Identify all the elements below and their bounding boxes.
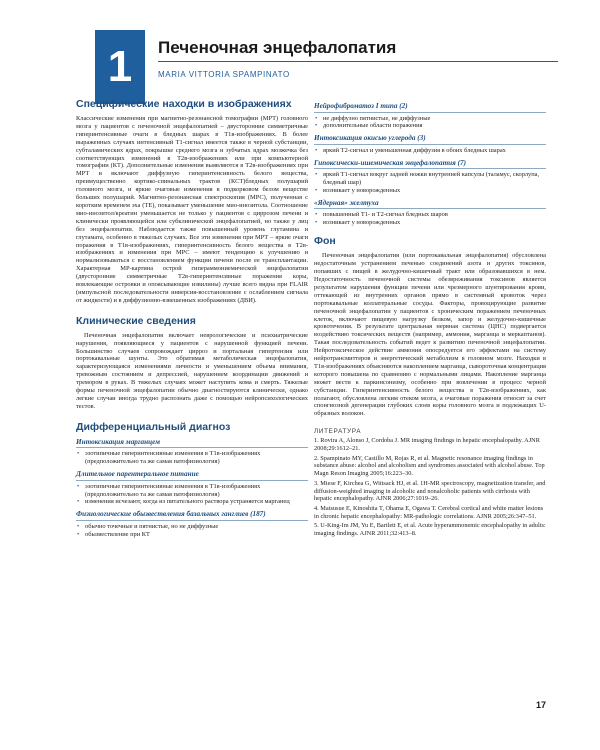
dd-item: • повышенный Т1- и Т2-сигнал бледных шаров bbox=[314, 211, 546, 219]
reference-item: 2. Spampinato MY, Castillo M, Rojas R, et al. Magnetic resonance imaging findings in substance abuse: alcohol and alcoholism and syndromes associated with alcohol abuse. Top Magn Reson Imaging 2005;16:223–30. bbox=[314, 454, 545, 478]
dd-block bbox=[76, 438, 308, 466]
background-text: Печеночная энцефалопатия (или портокавальная энцефалопатия) обусловлена недостаточным устранением печенью соединений азота и других токсинов, попавших с пищей в желудочно-кишечный тракт или образовавшихся в нем. Недостаточность печеночной системы обезвреживания токсинов является результатом нарушения функции печени или чрезмерного шунтирования крови, оттекающей из внутренних органов прямо в системный кровоток через портокавальные коллатеральные сосуды. Факторы, провоцирующие развитие печеночной энцефалопатии у пациентов с хроническим поражением печеночных клеток, включают пищевую нагрузку белком, запор и желудочно-кишечные кровотечения. В результате центральная нервная система (ЦНС) подвергается воздействию токсических веществ (например, аммония, марганца и меркаптанов). Такая последовательность событий ведет к развитию печеночной энцефалопатии. Нейротоксическое действие аммония опосредуется его эффектами на систему нейротрансмиттеров и энергетический метаболизм в головном мозге. Находки в Т1в-изображениях объясняются накоплением марганца, сывороточная концентрация которого повышена по сравнению с нормальными лицами. Накопление марганца может вести к паркинсонизму, особенно при вовлечении в процесс черной субстанции. Гиперинтенсивность белого вещества в Т2в-изображениях, как полагают, обусловлена легким отеком мозга, а очаговые поражения относят за счет спонгиозной дегенерации глубоких слоев коры головного мозга и подлежащих U-образных волокон. bbox=[314, 252, 546, 418]
dd-item: • обызвествление при КТ bbox=[76, 531, 308, 539]
page-number: 17 bbox=[535, 700, 546, 710]
dd-list bbox=[314, 115, 546, 131]
dd-item: • изменения исчезают, когда из питательного раствора устраняется марганец bbox=[76, 498, 308, 506]
dd-list bbox=[314, 211, 546, 227]
section-title-clinical: Клинические сведения bbox=[76, 314, 196, 327]
dd-heading: «Ядерная» желтуха bbox=[314, 199, 546, 210]
dd-list bbox=[314, 171, 546, 195]
dd-list bbox=[76, 523, 308, 539]
references-title: ЛИТЕРАТУРА bbox=[314, 428, 362, 436]
dd-block bbox=[314, 102, 546, 130]
dd-block bbox=[314, 134, 546, 154]
dd-item: • яркий Т1-сигнал вокруг задней ножки внутренней капсулы (таламус, скорлупа, бледный шар) bbox=[314, 171, 546, 187]
left-column bbox=[76, 98, 308, 543]
author-name: MARIA VITTORIA SPAMPINATO bbox=[158, 70, 290, 79]
section-title-background: Фон bbox=[314, 235, 336, 248]
reference-item: 1. Rovira A, Alonso J, Cordoba J. MR imaging findings in hepatic encephalopathy. AJNR 2008;29:1612–21. bbox=[314, 437, 540, 452]
dd-heading: Интоксикация марганцем bbox=[76, 438, 308, 449]
dd-heading: Гипоксически-ишемическая энцефалопатия (7) bbox=[314, 159, 546, 170]
right-column bbox=[314, 98, 546, 540]
reference-item: 5. U-King-Im JM, Yu E, Bartlett E, et al. Acute hyperammonemic encephalopathy in adults: imaging findings. AJNR 2011;32:413–8. bbox=[314, 522, 546, 538]
dd-heading: Длительное парентеральное питание bbox=[76, 470, 308, 481]
dd-heading: Физиологические обызвествления базальных ганглиев (187) bbox=[76, 510, 308, 521]
dd-block bbox=[76, 470, 308, 506]
dd-item: • эзотипичные гиперинтенсивные изменения в Т1в-изображениях (предположительно та же самая патофизиология) bbox=[76, 483, 308, 499]
reference-item: 4. Matsusue E, Kinoshita T, Ohama E, Ogawa T. Cerebral cortical and white matter lesions in chronic hepatic encephalopathy: MR-pathologic correlations. AJNR 2005;26:347–51. bbox=[314, 504, 544, 520]
dd-item: • возникает у новорожденных bbox=[314, 219, 546, 227]
dd-heading: Интоксикация окисью углерода (3) bbox=[314, 134, 546, 145]
dd-item: • не диффузно пятнистые, не диффузные bbox=[314, 115, 546, 123]
findings-text: Классические изменения при магнитно-резонансной томографии (МРТ) головного мозга у пациентов с печеночной энцефалопатией – двусторонние симметричные гиперинтенсивные очаги в бледных шарах в Т1в-изображениях. В более выраженных случаях интенсивный Т1-сигнал имеется также в черной субстанции, субталамических ядрах, покрышке среднего мозга и зубчатых ядрах мозжечка без соответствующих изменений в Т2в-изображениях или при компьютерной томографии (КТ). Дополнительные изменения выявляются в Т2в-изображениях при МРТ и включают диффузную гиперинтенсивность белого вещества, преимущественно кортико-спинальных трактов (КСТ)бледных полушарий головного мозга, и яркие очаговые изменения в подкорковом белом веществе больших полушарий. Магнитно-резонансная спектроскопия (МРС), полученная с коротким временем эха (ТЕ), показывает уменьшение мио-инозитола. Соотношение мио-инозитол/креатин уменьшается не только у пациентов с циррозом печени и клинически проявляющейся или субклинической энцефалопатией, но также у лиц без энцефалопатии. Наблюдается также повышенный уровень глутамина и глутамата, особенно в тяжелых случаях. Все эти изменения при МРТ – яркие очаги поражения в Т1в-изображениях, гиперинтенсивность белого вещества в Т2в-изображениях и изменения при МРС – имеют тенденцию к улучшению и нормализовываться с восстановлением функции печени после ее трансплантации. Характерная МР-картина острой гипераммониемической энцефалопатии (двусторонние симметричные Т2в-гиперинтенсивные поражения коры, вовлекающие островки и опоясывающие извилины) лучше всего видна при FLAIR (импульсной последовательности инверсия-восстановление с ослаблением сигнала от жидкости) и в диффузионно-взвешенных изображениях (ДВИ). bbox=[76, 115, 308, 304]
dd-block bbox=[314, 159, 546, 195]
dd-list bbox=[76, 483, 308, 507]
dd-item: • возникает у новорожденных bbox=[314, 187, 546, 195]
chapter-title: Печеночная энцефалопатия bbox=[158, 38, 397, 57]
dd-list bbox=[314, 147, 546, 155]
references-list bbox=[314, 437, 546, 537]
dd-item: • эзотипичные гиперинтенсивные изменения в Т1в-изображениях (предположительно та же самая патофизиология) bbox=[76, 450, 308, 466]
section-title-differential: Дифференциальный диагноз bbox=[76, 420, 231, 433]
reference-item: 3. Miese F, Kirchea G, Wittsack HJ, et al. 1H-MR spectroscopy, magnetization transfer, and diffusion-weighted imaging in alcoholic and nonalcoholic patients with cirrhosis with hepatic encephalopathy. AJNR 2006;27:1019–26. bbox=[314, 479, 546, 503]
dd-list bbox=[76, 450, 308, 466]
dd-item: • дополнительные области поражения bbox=[314, 122, 546, 130]
dd-item: • яркий Т2-сигнал и уменьшенная диффузия в обоих бледных шарах bbox=[314, 147, 546, 155]
dd-block bbox=[76, 510, 308, 538]
clinical-text: Печеночная энцефалопатия включает неврологические и психиатрические нарушения, появляющиеся у пациентов с нарушенной функцией печени. Большинство случаев сопровождает цирроз и портальная гипертензия или портокавальные шунты. Это обратимая метаболическая энцефалопатия, характеризующаяся изменениями личности и уменьшением объема внимания, тревожным состоянием и депрессией, нарушением координации движений и тремором в руках. В тяжелых случаях может наступить кома и смерть. Тяжелые формы печеночной энцефалопатии обычно диагностируются клинически, однако легкие случаи иногда трудно распознать даже с помощью нейропсихологических тестов. bbox=[76, 331, 308, 410]
dd-block bbox=[314, 199, 546, 227]
dd-item: • обычно точечные и пятнистые, но не диффузные bbox=[76, 523, 308, 531]
chapter-number-badge: 1 bbox=[95, 30, 145, 104]
section-title-findings: Специфические находки в изображениях bbox=[76, 98, 292, 110]
header-rule bbox=[158, 61, 558, 62]
dd-heading: Нейрофиброматоз I типа (2) bbox=[314, 102, 546, 113]
